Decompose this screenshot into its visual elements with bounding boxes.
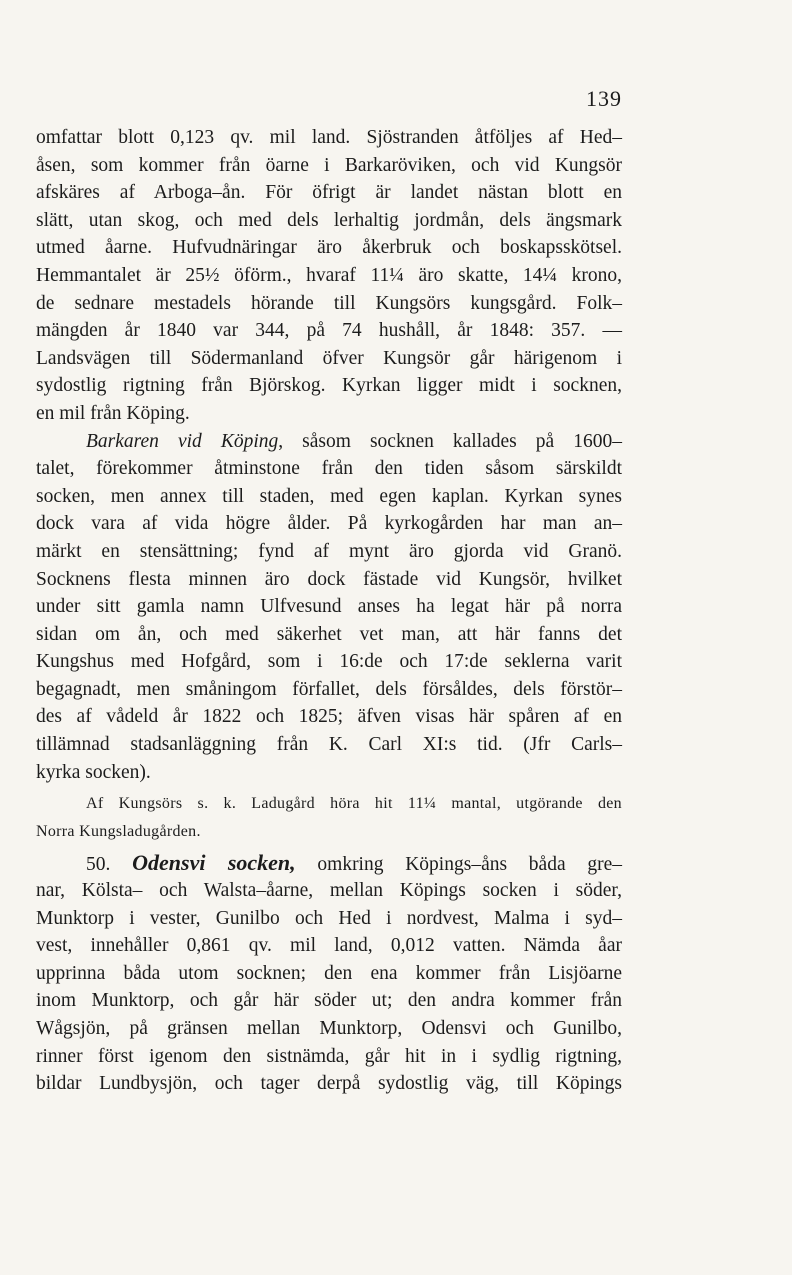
body-text — [36, 124, 622, 1098]
page-number: 139 — [586, 86, 622, 111]
text-fragment: omkring Köpings–åns båda gre– — [295, 854, 623, 876]
text-line: inom Munktorp, och går här söder ut; den andra kommer från — [36, 990, 622, 1012]
note-line: Af Kungsörs s. k. Ladugård höra hit 11¼ mantal, utgörande den — [86, 795, 622, 813]
section-title: Odensvi socken, — [132, 850, 296, 876]
text-line: åsen, som kommer från öarne i Barkaröviken, och vid Kungsör — [36, 154, 622, 176]
text-line: sidan om ån, och med säkerhet vet man, att här fanns det — [36, 623, 622, 645]
text-line: bildar Lundbysjön, och tager derpå sydostlig väg, till Köpings — [36, 1073, 622, 1095]
text-line: kyrka socken). — [36, 761, 151, 783]
text-line: omfattar blott 0,123 qv. mil land. Sjöstranden åtföljes af Hed– — [36, 127, 622, 148]
text-line: begagnadt, men småningom förfallet, dels försåldes, dels förstör– — [36, 678, 622, 700]
text-line: upprinna båda utom socknen; den ena kommer från Lisjöarne — [36, 962, 622, 984]
text-line: under sitt gamla namn Ulfvesund anses ha legat här på norra — [36, 596, 622, 618]
note-line: Norra Kungsladugården. — [36, 822, 201, 840]
text-line: Munktorp i vester, Gunilbo och Hed i nordvest, Malma i syd– — [36, 907, 622, 929]
paragraph-lead-line — [36, 428, 622, 456]
text-line: socken, men annex till staden, med egen kaplan. Kyrkan synes — [36, 485, 622, 507]
text-line: Hemmantalet är 25½ öförm., hvaraf 11¼ äro skatte, 14¼ krono, — [36, 264, 622, 286]
text-line: vest, innehåller 0,861 qv. mil land, 0,012 vatten. Nämda åar — [36, 935, 622, 957]
book-page — [36, 0, 622, 1275]
text-line: talet, förekommer åtminstone från den tiden såsom särskildt — [36, 458, 622, 480]
text-line: utmed åarne. Hufvudnäringar äro åkerbruk och boskapsskötsel. — [36, 237, 622, 259]
text-line: afskäres af Arboga–ån. För öfrigt är landet nästan blott en — [36, 182, 622, 204]
text-line: Landsvägen till Södermanland öfver Kungsör går härigenom i — [36, 347, 622, 369]
text-line: rinner först igenom den sistnämda, går hit in i sydlig rigtning, — [36, 1045, 622, 1067]
text-line: dock vara af vida högre ålder. På kyrkogården har man an– — [36, 513, 622, 535]
text-line: slätt, utan skog, och med dels lerhaltig jordmån, dels ängsmark — [36, 209, 622, 231]
text-line: nar, Kölsta– och Walsta–åarne, mellan Köpings socken i söder, — [36, 880, 622, 902]
paragraph-lead-line — [36, 849, 622, 877]
text-line: märkt en stensättning; fynd af mynt äro gjorda vid Granö. — [36, 540, 622, 562]
text-line: des af vådeld år 1822 och 1825; äfven visas här spåren af en — [36, 706, 622, 728]
text-fragment: , såsom socknen kallades på 1600– — [278, 430, 622, 452]
text-line: sydostlig rigtning från Björskog. Kyrkan ligger midt i socknen, — [36, 375, 622, 397]
section-number: 50. — [86, 854, 111, 876]
text-line: Kungshus med Hofgård, som i 16:de och 17:de seklerna varit — [36, 651, 622, 673]
section-title: Barkaren vid Köping — [86, 430, 279, 452]
text-line: Socknens flesta minnen äro dock fästade vid Kungsör, hvilket — [36, 568, 622, 590]
text-line: mängden år 1840 var 344, på 74 hushåll, år 1848: 357. — — [36, 320, 622, 342]
text-line: en mil från Köping. — [36, 402, 190, 424]
text-line: tillämnad stadsanläggning från K. Carl XI:s tid. (Jfr Carls– — [36, 734, 622, 756]
text-line: de sednare mestadels hörande till Kungsörs kungsgård. Folk– — [36, 292, 622, 314]
text-line: Wågsjön, på gränsen mellan Munktorp, Odensvi och Gunilbo, — [36, 1018, 622, 1039]
